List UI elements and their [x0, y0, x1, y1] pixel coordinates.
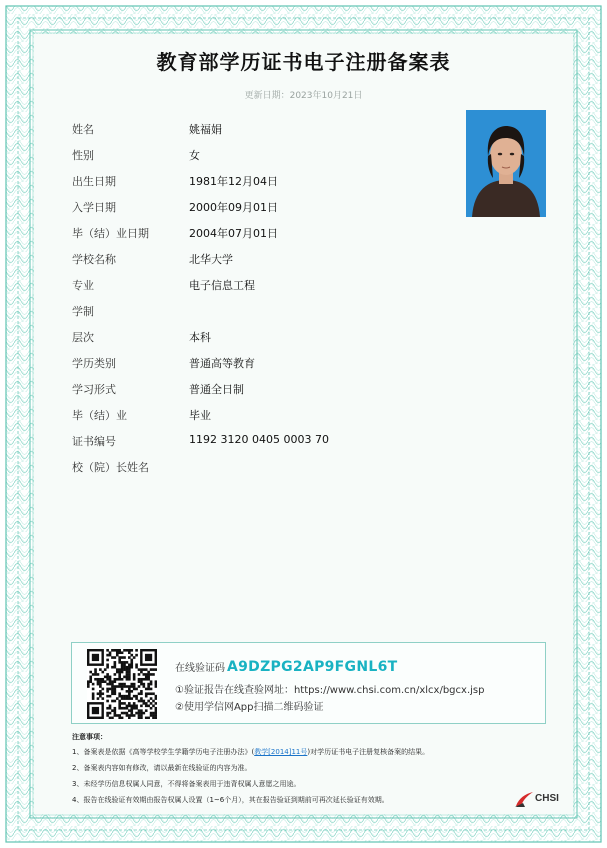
notes-title: 注意事项：	[72, 733, 107, 741]
field-value: 普通全日制	[189, 383, 244, 396]
note-text: 1、备案表是依据《高等学校学生学籍学历电子注册办法》(	[72, 748, 255, 756]
chsi-logo-icon	[513, 788, 535, 808]
note-item-4: 4、报告在线验证有效期由报告权属人设置（1~6个月），其在报告验证到期前可再次延长验证有效期。	[72, 796, 389, 804]
field-value: 2000年09月01日	[189, 201, 278, 214]
notes-section	[72, 732, 512, 811]
field-label: 学制	[72, 305, 94, 318]
field-value: 1981年12月04日	[189, 175, 278, 188]
verification-code[interactable]: A9DZPG2AP9FGNL6T	[227, 659, 398, 675]
field-value: 本科	[189, 331, 211, 344]
field-label: 层次	[72, 331, 94, 344]
qr-code[interactable]	[87, 649, 157, 719]
student-photo	[466, 110, 546, 217]
update-date: 更新日期：2023年10月21日	[244, 91, 363, 101]
field-label: 校（院）长姓名	[72, 461, 149, 474]
field-value: 电子信息工程	[189, 279, 255, 292]
regulation-link[interactable]: 教学[2014]11号	[254, 748, 308, 756]
field-value: 北华大学	[189, 253, 233, 266]
portrait-image	[466, 110, 546, 217]
note-text: )对学历证书电子注册复核备案的结果。	[307, 748, 430, 756]
field-label: 证书编号	[72, 435, 116, 448]
field-label: 入学日期	[72, 201, 116, 214]
chsi-logo	[513, 788, 563, 808]
field-label: 学校名称	[72, 253, 116, 266]
field-label: 专业	[72, 279, 94, 292]
verification-url-text: ①验证报告在线查验网址：https://www.chsi.com.cn/xlcx/bgcx.jsp	[175, 685, 485, 696]
verification-code-line	[175, 659, 397, 675]
field-label: 性别	[72, 149, 94, 162]
field-label: 毕（结）业日期	[72, 227, 149, 240]
field-value: 普通高等教育	[189, 357, 255, 370]
field-value: 2004年07月01日	[189, 227, 278, 240]
page-title: 教育部学历证书电子注册备案表	[156, 50, 451, 74]
field-label: 学历类别	[72, 357, 116, 370]
field-label: 学习形式	[72, 383, 116, 396]
verification-app-text: ②使用学信网App扫描二维码验证	[175, 702, 324, 713]
note-item-2: 2、备案表内容如有修改，请以最新在线验证的内容为准。	[72, 764, 252, 772]
field-label: 毕（结）业	[72, 409, 127, 422]
note-item-1	[72, 747, 512, 757]
field-label: 出生日期	[72, 175, 116, 188]
field-value: 姚福娟	[189, 123, 222, 136]
field-label: 姓名	[72, 123, 94, 136]
verification-panel	[71, 642, 546, 724]
field-value: 毕业	[189, 409, 211, 422]
chsi-logo-text: CHSI	[535, 793, 559, 804]
field-value: 女	[189, 149, 200, 162]
verification-code-label: 在线验证码	[175, 663, 225, 674]
note-item-3: 3、未经学历信息权属人同意，不得将备案表用于违背权属人意愿之用途。	[72, 780, 301, 788]
field-value: 1192 3120 0405 0003 70	[189, 433, 329, 446]
